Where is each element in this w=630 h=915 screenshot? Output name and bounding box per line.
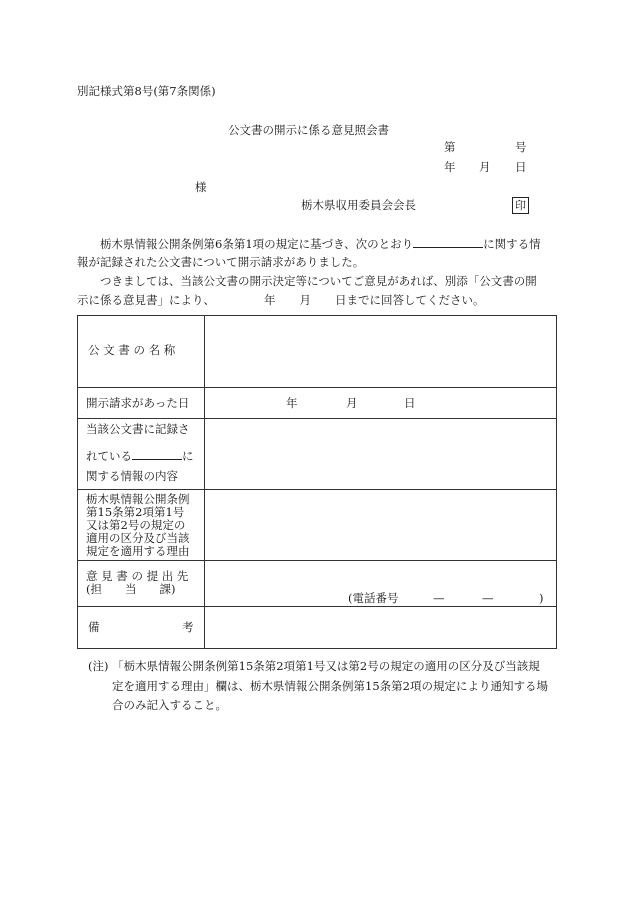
number-suffix: 号	[515, 140, 527, 154]
row-remarks-label-a: 備	[88, 620, 100, 634]
date-month: 月	[479, 160, 491, 174]
note-line2: 定を適用する理由」欄は、栃木県情報公開条例第15条第2項の規定により通知する場	[112, 679, 548, 693]
document-title: 公文書の開示に係る意見照会書	[228, 123, 389, 137]
phone-close-paren: )	[539, 591, 544, 605]
blank-line	[132, 448, 182, 460]
row-exemption-line5: 規定を適用する理由	[86, 544, 190, 558]
date-day: 日	[515, 160, 527, 174]
body-para2-line1: つきましては、当該公文書の開示決定等についてご意見があれば、別添「公文書の開	[100, 274, 537, 288]
sender-name: 栃木県収用委員会会長	[301, 198, 416, 212]
phone-dash-1: —	[433, 591, 445, 605]
row-divider	[78, 387, 556, 388]
seal-stamp: 印	[512, 197, 529, 214]
date-year: 年	[444, 160, 456, 174]
row-divider	[78, 418, 556, 419]
note-line1: (注) 「栃木県情報公開条例第15条第2項第1号又は第2号の規定の適用の区分及び当該規	[88, 659, 540, 673]
phone-dash-2: —	[482, 591, 494, 605]
form-identifier: 別記様式第8号(第7条関係)	[77, 84, 216, 98]
row-exemption-line3: 又は第2号の規定の	[86, 518, 186, 532]
information-table	[77, 315, 557, 649]
request-date-month: 月	[346, 396, 358, 410]
row-submission-dest-line1: 意 見 書 の 提 出 先	[86, 569, 189, 583]
row-divider	[78, 560, 556, 561]
column-divider	[204, 316, 205, 648]
body-para1-line1: 栃木県情報公開条例第6条第1項の規定に基づき、次のとおり に関する情	[100, 237, 541, 251]
phone-number-label: (電話番号	[348, 591, 399, 605]
addressee-suffix: 様	[195, 180, 207, 194]
body-para1-line2: 報が記録された公文書について開示請求がありました。	[77, 255, 365, 269]
blank-line	[413, 236, 483, 248]
row-info-content-line3: 関する情報の内容	[86, 469, 178, 483]
number-prefix: 第	[444, 140, 456, 154]
row-info-content-line1: 当該公文書に記録さ	[86, 422, 190, 436]
row-info-content-line2: れている に	[86, 449, 194, 463]
row-exemption-line2: 第15条第2項第1号	[86, 505, 185, 519]
row-request-date-label: 開示請求があった日	[86, 396, 190, 410]
row-remarks-label-b: 考	[182, 620, 194, 634]
note-line3: 合のみ記入すること。	[112, 698, 227, 712]
request-date-day: 日	[404, 396, 416, 410]
row-submission-dest-line2: (担 当 課)	[86, 582, 176, 596]
row-document-name-label: 公 文 書 の 名 称	[88, 343, 176, 357]
row-exemption-line1: 栃木県情報公開条例	[86, 492, 190, 506]
request-date-year: 年	[286, 396, 298, 410]
row-exemption-line4: 適用の区分及び当該	[86, 531, 190, 545]
row-divider	[78, 489, 556, 490]
row-divider	[78, 606, 556, 607]
body-para2-line2: 示に係る意見書」により、 年 月 日までに回答してください。	[77, 293, 485, 307]
